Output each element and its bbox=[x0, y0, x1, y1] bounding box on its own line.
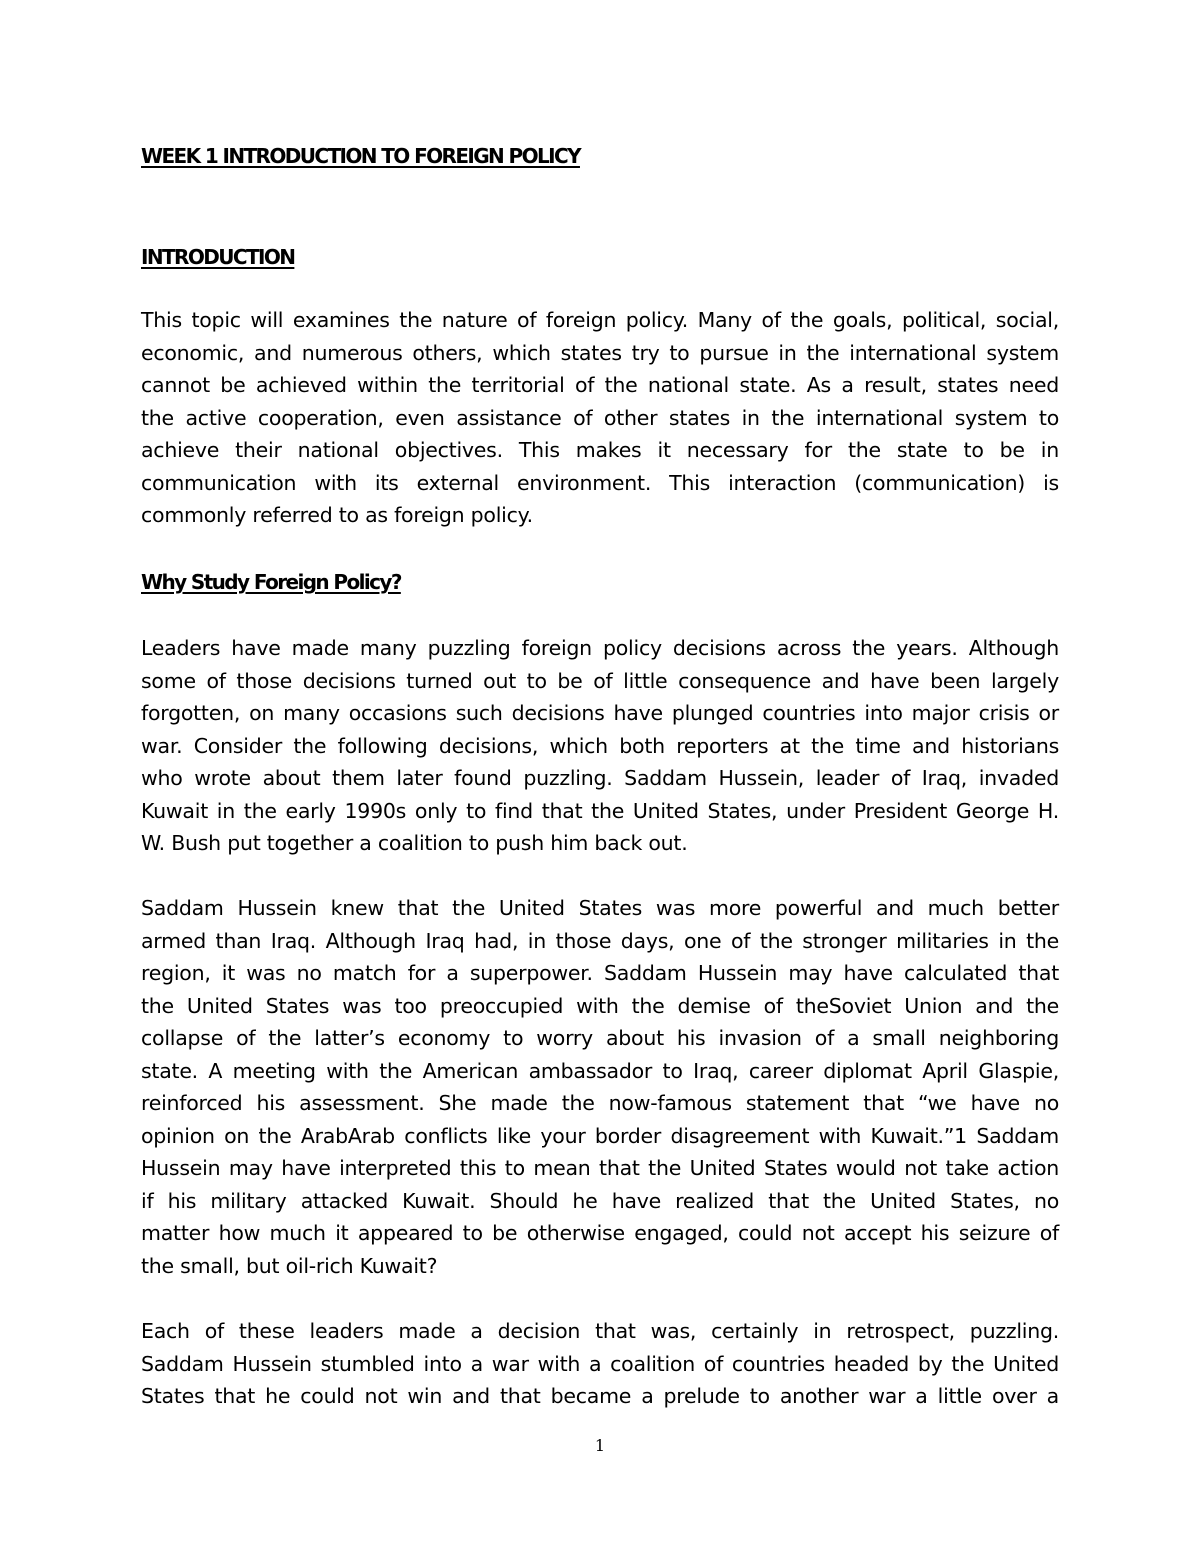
paragraph-leaders bbox=[141, 1315, 1059, 1413]
section-heading: INTRODUCTION bbox=[141, 245, 295, 269]
document-title: WEEK 1 INTRODUCTION TO FOREIGN POLICY bbox=[141, 144, 580, 168]
text-line: Saddam Hussein knew that the United States was more powerful and much better bbox=[141, 896, 1059, 920]
text-line: armed than Iraq. Although Iraq had, in those days, one of the stronger militaries in the bbox=[141, 928, 1059, 953]
text-line: state. A meeting with the American ambassador to Iraq, career diplomat April Glaspie, bbox=[141, 1058, 1059, 1083]
text-line: if his military attacked Kuwait. Should he have realized that the United States, no bbox=[141, 1188, 1059, 1213]
text-line: region, it was no match for a superpower. Saddam Hussein may have calculated that bbox=[141, 961, 1059, 985]
text-line: war. Consider the following decisions, which both reporters at the time and historians bbox=[141, 733, 1059, 758]
text-line: Hussein may have interpreted this to mean that the United States would not take action bbox=[141, 1156, 1059, 1180]
subheading: Why Study Foreign Policy? bbox=[141, 570, 401, 594]
text-line: the small, but oil-rich Kuwait? bbox=[141, 1253, 438, 1278]
text-line: States that he could not win and that became a prelude to another war a little over a bbox=[141, 1384, 1059, 1408]
text-line: achieve their national objectives. This makes it necessary for the state to be in bbox=[141, 438, 1059, 462]
page-number: 1 bbox=[594, 1436, 606, 1455]
text-line: the United States was too preoccupied with the demise of theSoviet Union and the bbox=[141, 993, 1059, 1018]
text-line: economic, and numerous others, which states try to pursue in the international system bbox=[141, 340, 1059, 365]
text-line: cannot be achieved within the territorial of the national state. As a result, states need bbox=[141, 373, 1059, 397]
text-line: Leaders have made many puzzling foreign policy decisions across the years. Although bbox=[141, 636, 1059, 660]
intro-paragraph bbox=[141, 304, 1059, 532]
text-line: W. Bush put together a coalition to push him back out. bbox=[141, 831, 688, 855]
text-line: who wrote about them later found puzzling. Saddam Hussein, leader of Iraq, invaded bbox=[141, 766, 1059, 790]
text-line: the active cooperation, even assistance of other states in the international system to bbox=[141, 405, 1059, 430]
text-line: collapse of the latter’s economy to worry about his invasion of a small neighboring bbox=[141, 1026, 1059, 1050]
text-line: reinforced his assessment. She made the now-famous statement that “we have no bbox=[141, 1091, 1059, 1115]
text-line: Saddam Hussein stumbled into a war with a coalition of countries headed by the United bbox=[141, 1351, 1059, 1376]
text-line: Kuwait in the early 1990s only to find that the United States, under President George H. bbox=[141, 798, 1059, 823]
text-line: forgotten, on many occasions such decisions have plunged countries into major crisis or bbox=[141, 701, 1059, 725]
text-line: matter how much it appeared to be otherwise engaged, could not accept his seizure of bbox=[141, 1221, 1059, 1245]
text-line: communication with its external environment. This interaction (communication) is bbox=[141, 470, 1059, 495]
text-line: opinion on the ArabArab conflicts like your border disagreement with Kuwait.”1 Saddam bbox=[141, 1123, 1059, 1148]
paragraph-saddam bbox=[141, 892, 1059, 1282]
text-line: commonly referred to as foreign policy. bbox=[141, 503, 533, 527]
text-line: Each of these leaders made a decision that was, certainly in retrospect, puzzling. bbox=[141, 1319, 1059, 1343]
text-line: This topic will examines the nature of foreign policy. Many of the goals, political, social, bbox=[141, 308, 1059, 332]
paragraph-why-study bbox=[141, 632, 1059, 860]
text-line: some of those decisions turned out to be of little consequence and have been largely bbox=[141, 668, 1059, 693]
